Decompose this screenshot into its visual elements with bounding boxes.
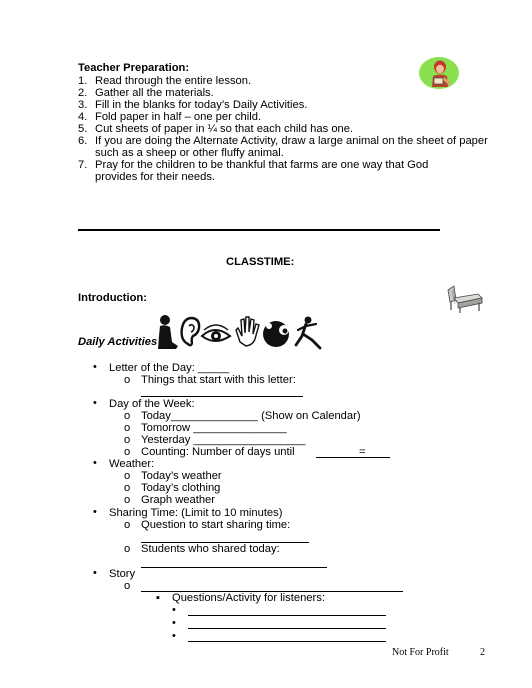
blank-line [141, 531, 309, 543]
teacher-reading-icon [418, 56, 460, 90]
tasting-face-icon [263, 321, 289, 347]
bullet-marker: • [93, 361, 97, 373]
graph-weather: Graph weather [141, 494, 216, 506]
hand-icon [236, 317, 259, 346]
yesterday-item: Yesterday __________________ [141, 434, 306, 446]
counting-item: Counting: Number of days until [141, 446, 295, 458]
prep-item-7-num: 7. [78, 159, 88, 171]
circle-marker: o [124, 494, 131, 506]
students-shared: Students who shared today: [141, 543, 280, 555]
prep-item-4-num: 4. [78, 111, 88, 123]
introduction-heading: Introduction: [78, 292, 147, 304]
prep-item-3: Fill in the blanks for today’s Daily Activities. [95, 99, 308, 111]
prep-item-7-line-1: Pray for the children to be thankful that farms are one way that God [95, 159, 429, 171]
todays-weather: Today’s weather [141, 470, 222, 482]
eye-icon [202, 325, 230, 341]
questions-listeners: Questions/Activity for listeners: [172, 592, 325, 604]
circle-marker: o [124, 410, 131, 422]
question-sharing: Question to start sharing time: [141, 519, 291, 531]
bullet-marker: • [93, 457, 97, 469]
running-figure-icon [296, 317, 320, 349]
bullet-marker: • [93, 506, 97, 518]
blank-line [188, 604, 386, 616]
ear-icon [182, 318, 200, 345]
bullet-marker: • [172, 630, 176, 642]
counting-blank [316, 446, 390, 458]
bullet-marker: • [172, 604, 176, 616]
today-item: Today______________ (Show on Calendar) [141, 410, 361, 422]
prep-item-1: Read through the entire lesson. [95, 75, 252, 87]
prep-item-3-num: 3. [78, 99, 88, 111]
square-marker: ▪ [156, 592, 160, 604]
circle-marker: o [124, 470, 131, 482]
blank-line [141, 556, 327, 568]
footer-text: Not For Profit [392, 647, 449, 658]
page-number: 2 [480, 647, 485, 658]
day-of-week: Day of the Week: [109, 398, 195, 410]
counting-equals: = [359, 446, 366, 458]
prep-item-5-num: 5. [78, 123, 88, 135]
tomorrow-item: Tomorrow _______________ [141, 422, 287, 434]
things-start-with-letter: Things that start with this letter: [141, 374, 296, 386]
circle-marker: o [124, 434, 131, 446]
daily-activities-heading: Daily Activities [78, 336, 158, 348]
circle-marker: o [124, 482, 131, 494]
prep-item-6-num: 6. [78, 135, 88, 147]
prep-item-2: Gather all the materials. [95, 87, 214, 99]
circle-marker: o [124, 374, 131, 386]
circle-marker: o [124, 519, 131, 531]
blank-line [141, 385, 303, 397]
blank-line [141, 580, 403, 592]
prep-item-7-line-2: provides for their needs. [95, 171, 216, 183]
prep-item-5: Cut sheets of paper in ¼ so that each child has one. [95, 123, 354, 135]
classtime-heading: CLASSTIME: [226, 256, 295, 268]
blank-line [188, 617, 386, 629]
section-divider [78, 229, 440, 231]
teacher-prep-heading: Teacher Preparation: [78, 62, 190, 74]
school-desk-icon [444, 284, 484, 314]
bullet-marker: • [93, 567, 97, 579]
weather-item: Weather: [109, 458, 155, 470]
prep-item-6-line-1: If you are doing the Alternate Activity, draw a large animal on the sheet of paper [95, 135, 488, 147]
circle-marker: o [124, 446, 131, 458]
letter-of-day: Letter of the Day: _____ [109, 362, 230, 374]
praying-child-icon [158, 315, 178, 349]
circle-marker: o [124, 543, 131, 555]
prep-item-1-num: 1. [78, 75, 88, 87]
story-item: Story [109, 568, 136, 580]
todays-clothing: Today’s clothing [141, 482, 221, 494]
circle-marker: o [124, 422, 131, 434]
prep-item-6-line-2: such as a sheep or other fluffy animal. [95, 147, 284, 159]
circle-marker: o [124, 580, 131, 592]
prep-item-4: Fold paper in half – one per child. [95, 111, 262, 123]
five-senses-icons [156, 312, 326, 352]
bullet-marker: • [172, 617, 176, 629]
prep-item-2-num: 2. [78, 87, 88, 99]
blank-line [188, 630, 386, 642]
sharing-time: Sharing Time: (Limit to 10 minutes) [109, 507, 283, 519]
bullet-marker: • [93, 397, 97, 409]
